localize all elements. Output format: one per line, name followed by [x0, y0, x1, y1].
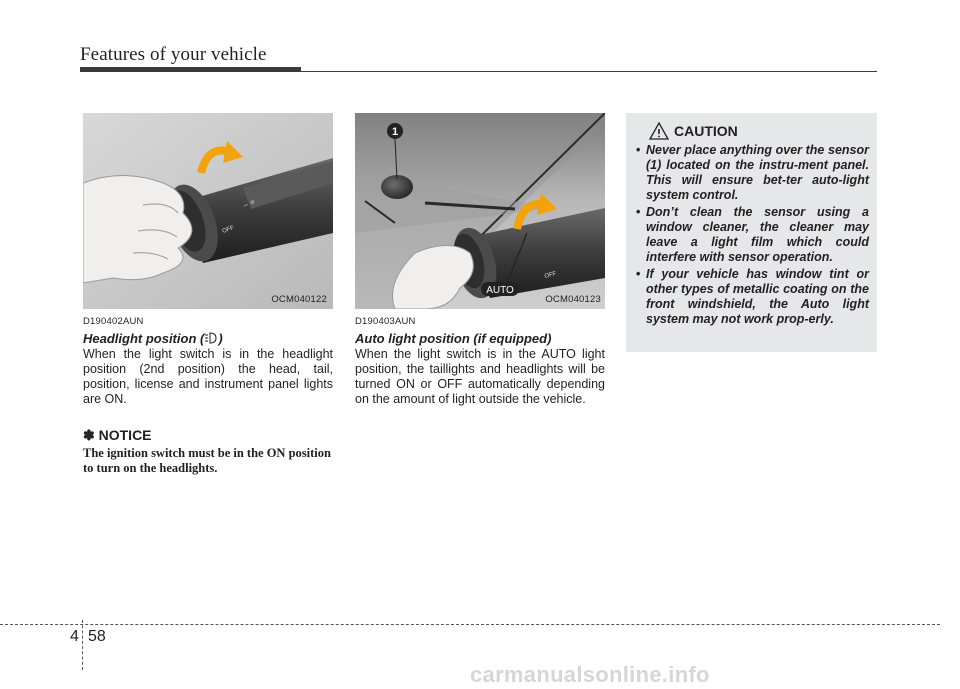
caution-box	[626, 113, 877, 352]
notice-text: The ignition switch must be in the ON position to turn on the headlights.	[83, 446, 331, 475]
auto-light-body-text: When the light switch is in the AUTO light position, the taillights and headlights will be turned ON or OFF automatically depending on the amount of light outside the vehicle.	[355, 347, 605, 406]
header-rule	[80, 71, 877, 72]
image-code-label: OCM040122	[271, 294, 327, 305]
notice-title: NOTICE	[98, 427, 152, 443]
caution-item: • If your vehicle has window tint or other types of metallic coating on the front windshield, the Auto light system may not work prop-erly.	[632, 267, 869, 327]
section-heading-headlight	[83, 331, 223, 346]
caution-title: CAUTION	[674, 123, 738, 139]
section-heading-auto-light: Auto light position (if equipped)	[355, 331, 552, 346]
stalk-off-mark: OFF	[543, 271, 558, 280]
image-code-label: OCM040123	[545, 294, 601, 305]
warning-triangle-icon	[648, 121, 670, 141]
page-header-title: Features of your vehicle	[80, 44, 267, 65]
section-number: 4	[70, 628, 79, 645]
headlight-body-text: When the light switch is in the headlight position (2nd position) the head, tail, position, license and instrument panel lights are ON.	[83, 347, 333, 406]
heading-text: Headlight position (	[83, 331, 205, 346]
footer-rule	[0, 624, 940, 625]
headlight-icon	[204, 332, 218, 344]
caution-item: • Don’t clean the sensor using a window cleaner, the cleaner may leave a light film which could interfere with sensor operation.	[632, 205, 869, 265]
callout-1: 1	[391, 126, 399, 138]
svg-text:⇔ ≡: ⇔ ≡	[241, 198, 256, 210]
caution-list	[632, 143, 869, 329]
auto-light-switch-photo	[355, 113, 605, 309]
stalk-off-mark: OFF	[221, 225, 235, 235]
headlight-switch-photo	[83, 113, 333, 309]
doc-id: D190403AUN	[355, 316, 416, 327]
auto-label: AUTO	[486, 285, 514, 296]
footer-divider	[82, 620, 83, 670]
page-number: 58	[88, 628, 106, 645]
notice-star-icon: ✽	[83, 427, 95, 443]
doc-id: D190402AUN	[83, 316, 144, 327]
caution-header	[638, 121, 863, 141]
watermark: carmanualsonline.info	[470, 662, 710, 687]
caution-item: • Never place anything over the sensor (1) located on the instru-ment panel. This will ensure bet-ter auto-light system control.	[632, 143, 869, 203]
heading-text-end: )	[218, 331, 223, 346]
notice-heading	[83, 427, 152, 444]
